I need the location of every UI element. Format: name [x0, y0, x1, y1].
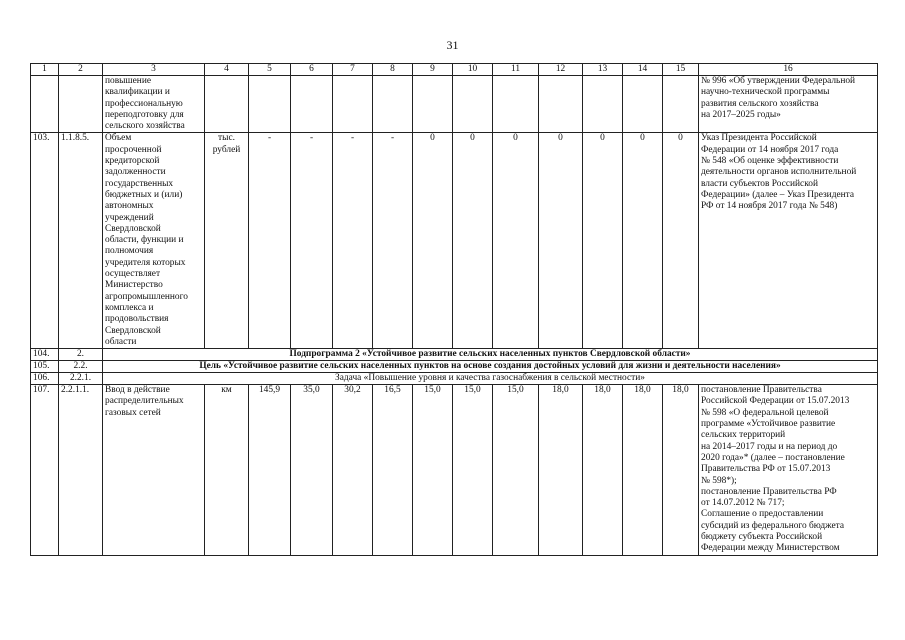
indicator-name: повышение квалификации и профессиональную переподготовку для сельского хозяйства: [103, 76, 205, 133]
header-cell: 7: [333, 64, 373, 76]
value-cell: 35,0: [291, 385, 333, 555]
row-number: 104.: [31, 349, 59, 361]
table-row: [31, 76, 878, 133]
legal-basis: Указ Президента Российской Федерации от 14 ноября 2017 года № 548 «Об оценке эффективности деятельности органов исполнительной власти субъектов Российской Федерации» (далее – Указ Президента РФ от 14 ноября 2017 года № 548): [699, 133, 878, 349]
value-cell: 30,2: [333, 385, 373, 555]
header-cell: 14: [623, 64, 663, 76]
value-cell: 15,0: [493, 385, 539, 555]
value-cell: 18,0: [663, 385, 699, 555]
header-cell: 11: [493, 64, 539, 76]
header-cell: 13: [583, 64, 623, 76]
table-row: [31, 385, 878, 555]
header-cell: 6: [291, 64, 333, 76]
header-cell: 5: [249, 64, 291, 76]
unit: км: [205, 385, 249, 555]
legal-basis: № 996 «Об утверждении Федеральной научно-технической программы развития сельского хозяйства на 2017–2025 годы»: [699, 76, 878, 133]
value-cell: 0: [539, 133, 583, 349]
row-number: 106.: [31, 373, 59, 385]
indicators-table: [30, 63, 878, 556]
value-cell: 0: [623, 133, 663, 349]
row-code: 2.2.1.1.: [59, 385, 103, 555]
value-cell: 0: [583, 133, 623, 349]
row-code: 2.2.1.: [59, 373, 103, 385]
value-cell: 0: [453, 133, 493, 349]
row-number: 107.: [31, 385, 59, 555]
header-cell: 16: [699, 64, 878, 76]
header-cell: 1: [31, 64, 59, 76]
value-cell: -: [291, 133, 333, 349]
page-number: 31: [446, 38, 459, 52]
value-cell: 18,0: [583, 385, 623, 555]
header-cell: 3: [103, 64, 205, 76]
header-cell: 2: [59, 64, 103, 76]
header-cell: 12: [539, 64, 583, 76]
value-cell: 145,9: [249, 385, 291, 555]
goal-title: Цель «Устойчивое развитие сельских населенных пунктов на основе создания достойных условий для жизни и деятельности населения»: [103, 361, 878, 373]
task-title: Задача «Повышение уровня и качества газоснабжения в сельской местности»: [103, 373, 878, 385]
header-cell: 10: [453, 64, 493, 76]
value-cell: 16,5: [373, 385, 413, 555]
table-row: [31, 361, 878, 373]
indicator-name: Объем просроченной кредиторской задолженности государственных бюджетных и (или) автономных учреждений Свердловской области, функции и полномочия учредителя которых осуществляет Министерство агропромышленного комплекса и продовольствия Свердловской области: [103, 133, 205, 349]
legal-basis: постановление Правительства Российской Федерации от 15.07.2013 № 598 «О федеральной целевой программе «Устойчивое развитие сельских территорий на 2014–2017 годы и на период до 2020 года»* (далее – постановление Правительства РФ от 15.07.2013 № 598*); постановление Правительства РФ от 14.07.2012 № 717; Соглашение о предоставлении субсидий из федерального бюджета бюджету субъекта Российской Федерации между Министерством: [699, 385, 878, 555]
value-cell: -: [249, 133, 291, 349]
row-number: 103.: [31, 133, 59, 349]
row-code: 2.: [59, 349, 103, 361]
value-cell: 0: [493, 133, 539, 349]
subprogram-title: Подпрограмма 2 «Устойчивое развитие сельских населенных пунктов Свердловской области»: [103, 349, 878, 361]
value-cell: 0: [413, 133, 453, 349]
unit: тыс. рублей: [205, 133, 249, 349]
header-cell: 8: [373, 64, 413, 76]
header-cell: 9: [413, 64, 453, 76]
row-code: 2.2.: [59, 361, 103, 373]
table-row: [31, 133, 878, 349]
column-number-row: [31, 64, 878, 76]
value-cell: 15,0: [453, 385, 493, 555]
value-cell: 0: [663, 133, 699, 349]
value-cell: 18,0: [539, 385, 583, 555]
table-row: [31, 373, 878, 385]
header-cell: 4: [205, 64, 249, 76]
table-row: [31, 349, 878, 361]
row-code: 1.1.8.5.: [59, 133, 103, 349]
header-cell: 15: [663, 64, 699, 76]
indicator-name: Ввод в действие распределительных газовых сетей: [103, 385, 205, 555]
value-cell: -: [333, 133, 373, 349]
value-cell: 18,0: [623, 385, 663, 555]
value-cell: 15,0: [413, 385, 453, 555]
value-cell: -: [373, 133, 413, 349]
row-number: 105.: [31, 361, 59, 373]
